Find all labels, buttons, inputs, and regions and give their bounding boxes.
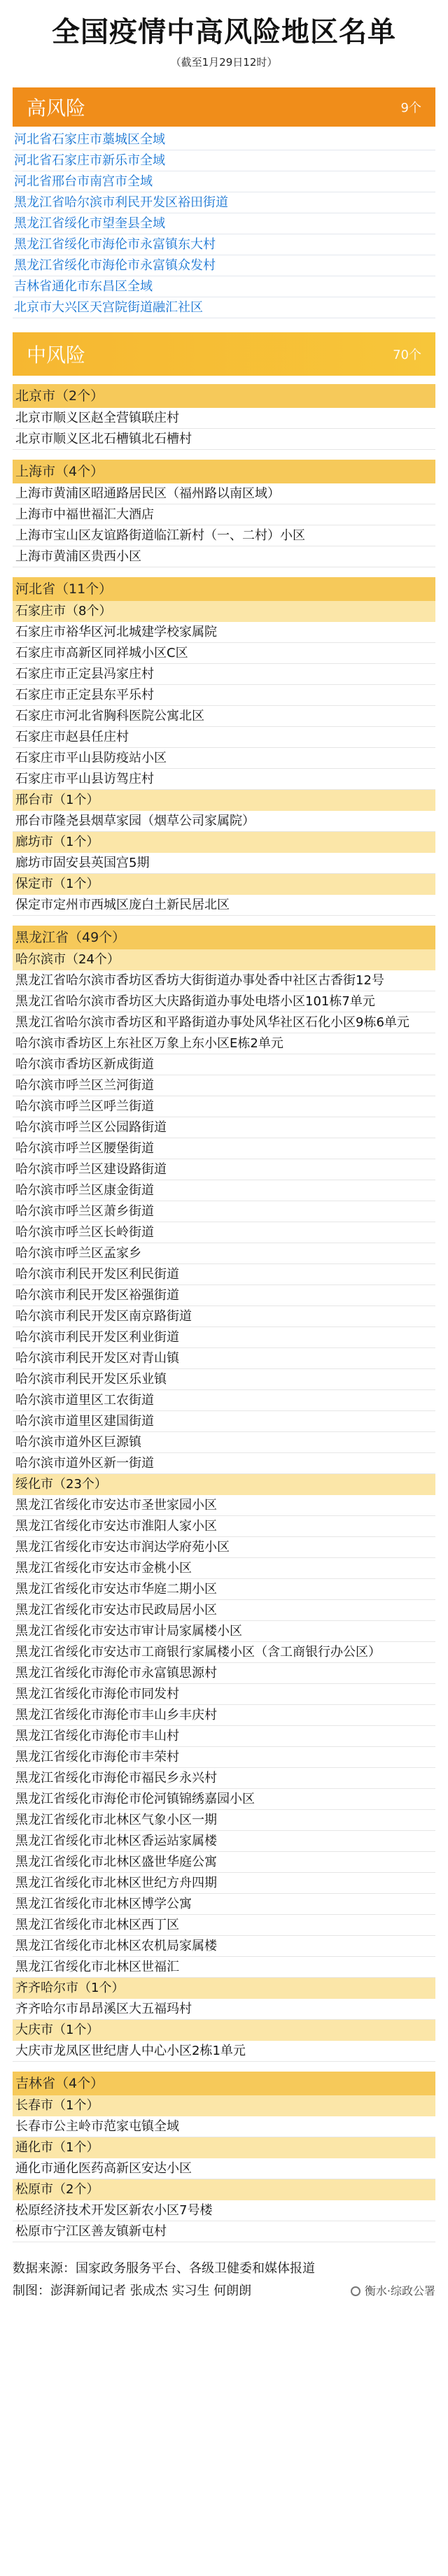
mid-risk-area: 黑龙江省哈尔滨市香坊区和平路街道办事处风华社区石化小区9栋6单元 [13,1012,435,1033]
city-header: 通化市（1个） [13,2137,435,2158]
mid-risk-area: 石家庄市河北省胸科医院公寓北区 [13,706,435,727]
province-header: 黑龙江省（49个） [13,926,435,949]
mid-risk-area: 哈尔滨市呼兰区长岭街道 [13,1222,435,1243]
province-header: 北京市（2个） [13,384,435,408]
footer [13,2258,435,2302]
mid-risk-label: 中风险 [27,344,86,367]
mid-risk-area: 哈尔滨市利民开发区利民街道 [13,1264,435,1285]
mid-risk-area: 哈尔滨市呼兰区萧乡街道 [13,1201,435,1222]
mid-risk-area: 石家庄市正定县东平乐村 [13,685,435,706]
high-risk-area: 黑龙江省哈尔滨市利民开发区裕田街道 [13,192,435,213]
mid-risk-area: 邢台市隆尧县烟草家园（烟草公司家属院） [13,811,435,832]
city-header: 廊坊市（1个） [13,832,435,853]
city-header: 石家庄市（8个） [13,601,435,622]
credit-row [13,2280,435,2302]
mid-risk-area: 哈尔滨市呼兰区孟家乡 [13,1243,435,1264]
mid-risk-area: 哈尔滨市呼兰区康金街道 [13,1180,435,1201]
mid-risk-area: 哈尔滨市利民开发区南京路街道 [13,1306,435,1327]
mid-risk-area: 黑龙江省绥化市安达市淮阳人家小区 [13,1516,435,1537]
mid-risk-area: 石家庄市裕华区河北城建学校家属院 [13,622,435,643]
high-risk-area: 河北省邢台市南宫市全域 [13,171,435,192]
city-header: 绥化市（23个） [13,1474,435,1495]
high-risk-area: 黑龙江省绥化市海伦市永富镇东大村 [13,234,435,255]
mid-risk-area: 黑龙江省绥化市海伦市伦河镇锦绣嘉园小区 [13,1789,435,1810]
watermark-text: 衡水·综政公署 [364,2284,435,2298]
mid-risk-area: 黑龙江省绥化市安达市圣世家园小区 [13,1495,435,1516]
high-risk-header [13,87,435,127]
mid-risk-area: 哈尔滨市利民开发区裕强街道 [13,1285,435,1306]
mid-risk-area: 黑龙江省绥化市北林区博学公寓 [13,1894,435,1915]
mid-risk-area: 石家庄市正定县冯家庄村 [13,664,435,685]
high-risk-label: 高风险 [27,97,86,120]
mid-risk-area: 黑龙江省绥化市北林区气象小区一期 [13,1810,435,1831]
high-risk-area: 黑龙江省绥化市望奎县全域 [13,213,435,234]
mid-risk-area: 保定市定州市西城区庞白土新民居北区 [13,895,435,916]
mid-risk-area: 石家庄市高新区同祥城小区C区 [13,643,435,664]
mid-risk-area: 黑龙江省绥化市安达市民政局居小区 [13,1600,435,1621]
mid-risk-area: 黑龙江省绥化市海伦市丰山村 [13,1726,435,1747]
mid-risk-area: 黑龙江省绥化市海伦市丰山乡丰庆村 [13,1705,435,1726]
mid-risk-area: 大庆市龙凤区世纪唐人中心小区2栋1单元 [13,2041,435,2062]
mid-risk-area: 松原经济技术开发区新农小区7号楼 [13,2200,435,2221]
mid-risk-area: 上海市黄浦区昭通路居民区（福州路以南区域） [13,483,435,504]
mid-risk-area: 哈尔滨市利民开发区乐业镇 [13,1369,435,1390]
cutoff-time: （截至1月29日12时） [170,56,278,69]
high-risk-count: 9个 [400,101,421,115]
mid-risk-area: 石家庄市赵县任庄村 [13,727,435,748]
mid-risk-area: 黑龙江省绥化市北林区香运站家属楼 [13,1831,435,1852]
mid-risk-area: 黑龙江省绥化市北林区农机局家属楼 [13,1936,435,1957]
mid-risk-header [13,332,435,376]
mid-risk-area: 通化市通化医药高新区安达小区 [13,2158,435,2179]
data-source: 数据来源：国家政务服务平台、各级卫健委和媒体报道 [13,2261,315,2276]
mid-risk-area: 哈尔滨市道外区巨源镇 [13,1432,435,1453]
city-header: 邢台市（1个） [13,790,435,811]
mid-risk-area: 松原市宁江区善友镇新屯村 [13,2221,435,2242]
mid-risk-area: 黑龙江省绥化市海伦市福民乡永兴村 [13,1768,435,1789]
city-header: 保定市（1个） [13,874,435,895]
mid-risk-area: 黑龙江省绥化市安达市润达学府苑小区 [13,1537,435,1558]
city-header: 齐齐哈尔市（1个） [13,1978,435,1999]
mid-risk-area: 黑龙江省绥化市北林区盛世华庭公寓 [13,1852,435,1873]
mid-risk-area: 上海市宝山区友谊路街道临江新村（一、二村）小区 [13,525,435,546]
mid-risk-area: 黑龙江省哈尔滨市香坊区香坊大街街道办事处香中社区古香街12号 [13,970,435,991]
mid-risk-area: 齐齐哈尔市昂昂溪区大五福玛村 [13,1999,435,2020]
mid-risk-area: 黑龙江省绥化市北林区西丁区 [13,1915,435,1936]
mid-risk-area: 上海市中福世福汇大酒店 [13,504,435,525]
mid-risk-area: 哈尔滨市道外区新一街道 [13,1453,435,1474]
mid-risk-area: 哈尔滨市道里区建国街道 [13,1411,435,1432]
city-header: 大庆市（1个） [13,2020,435,2041]
mid-risk-area: 哈尔滨市呼兰区公园路街道 [13,1117,435,1138]
mid-risk-area: 哈尔滨市香坊区上东社区万象上东小区E栋2单元 [13,1033,435,1054]
mid-risk-area: 哈尔滨市道里区工农街道 [13,1390,435,1411]
mid-risk-area: 黑龙江省哈尔滨市香坊区大庆路街道办事处电塔小区101栋7单元 [13,991,435,1012]
mid-risk-area: 哈尔滨市呼兰区腰堡街道 [13,1138,435,1159]
mid-risk-area: 哈尔滨市呼兰区呼兰街道 [13,1096,435,1117]
mid-risk-area: 哈尔滨市呼兰区建设路街道 [13,1159,435,1180]
page-title: 全国疫情中高风险地区名单 [52,16,396,48]
mid-risk-area: 上海市黄浦区贵西小区 [13,546,435,567]
mid-risk-area: 北京市顺义区赵全营镇联庄村 [13,408,435,429]
mid-risk-area: 黑龙江省绥化市海伦市同发村 [13,1684,435,1705]
mid-risk-area: 石家庄市平山县防疫站小区 [13,748,435,769]
high-risk-area: 河北省石家庄市新乐市全域 [13,150,435,171]
mid-risk-area: 黑龙江省绥化市安达市华庭二期小区 [13,1579,435,1600]
mid-risk-area: 哈尔滨市利民开发区利业街道 [13,1327,435,1348]
high-risk-area: 黑龙江省绥化市海伦市永富镇众发村 [13,255,435,276]
province-header: 吉林省（4个） [13,2072,435,2095]
city-header: 松原市（2个） [13,2179,435,2200]
mid-risk-area: 黑龙江省绥化市安达市审计局家属楼小区 [13,1621,435,1642]
high-risk-area: 吉林省通化市东昌区全域 [13,276,435,297]
mid-risk-area: 廊坊市固安县英国宫5期 [13,853,435,874]
high-risk-list [13,129,435,318]
mid-risk-area: 黑龙江省绥化市北林区世纪方舟四期 [13,1873,435,1894]
mid-risk-area: 哈尔滨市香坊区新成街道 [13,1054,435,1075]
mid-risk-area: 黑龙江省绥化市北林区世福汇 [13,1957,435,1978]
mid-risk-area: 黑龙江省绥化市海伦市永富镇思源村 [13,1663,435,1684]
watermark-icon [351,2286,360,2296]
mid-risk-area: 黑龙江省绥化市安达市工商银行家属楼小区（含工商银行办公区） [13,1642,435,1663]
mid-risk-area: 哈尔滨市呼兰区兰河街道 [13,1075,435,1096]
mid-risk-area: 黑龙江省绥化市海伦市丰荣村 [13,1747,435,1768]
high-risk-area: 河北省石家庄市藁城区全域 [13,129,435,150]
mid-risk-area: 长春市公主岭市范家屯镇全域 [13,2116,435,2137]
city-header: 长春市（1个） [13,2095,435,2116]
mid-risk-area: 哈尔滨市利民开发区对青山镇 [13,1348,435,1369]
mid-risk-area: 北京市顺义区北石槽镇北石槽村 [13,429,435,450]
watermark [351,2280,435,2302]
mid-risk-list [13,384,435,2242]
credit-text: 制图：澎湃新闻记者 张成杰 实习生 何朗朗 [13,2284,252,2298]
province-header: 河北省（11个） [13,577,435,601]
high-risk-area: 北京市大兴区天宫院街道融汇社区 [13,297,435,318]
mid-risk-area: 黑龙江省绥化市安达市金桃小区 [13,1558,435,1579]
mid-risk-area: 石家庄市平山县访驾庄村 [13,769,435,790]
mid-risk-count: 70个 [393,348,421,362]
province-header: 上海市（4个） [13,460,435,483]
city-header: 哈尔滨市（24个） [13,949,435,970]
